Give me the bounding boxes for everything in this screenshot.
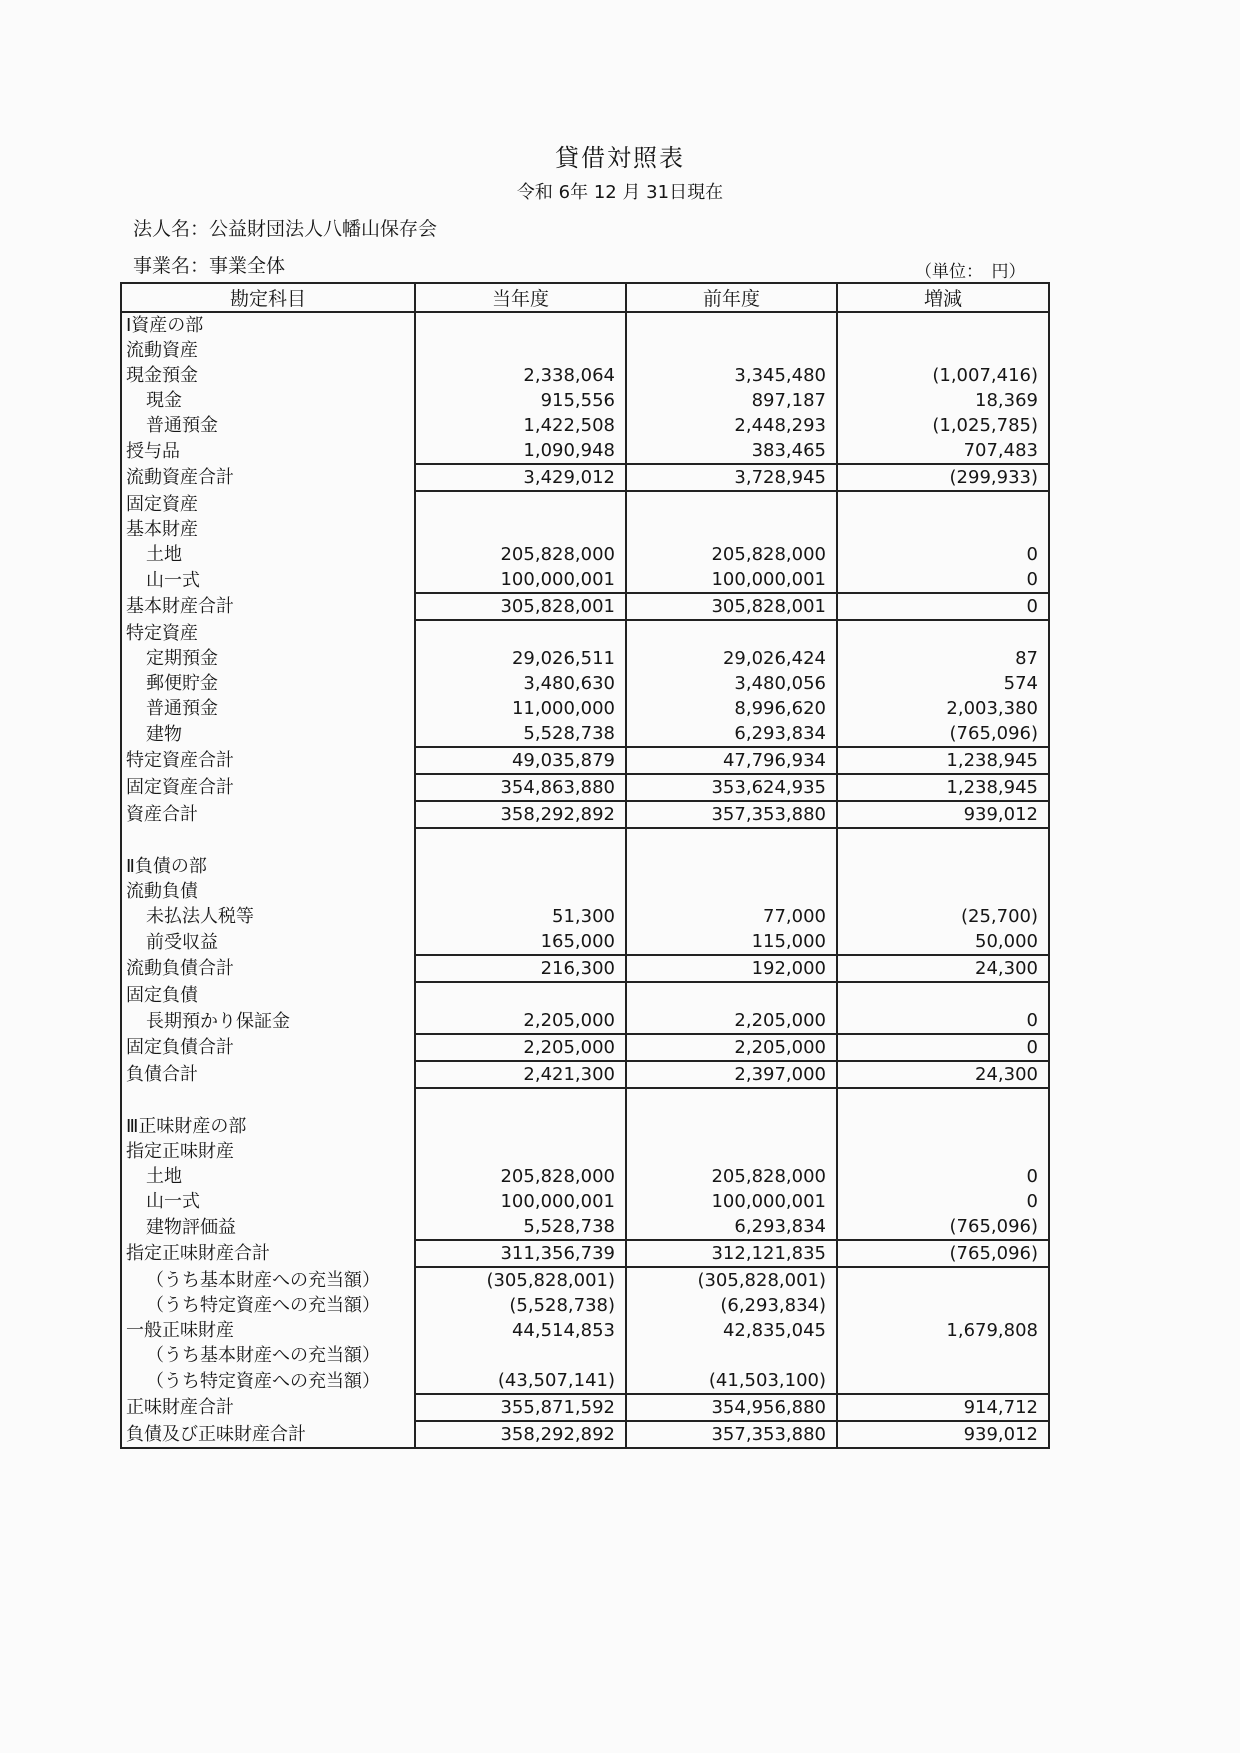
current-year-cell: 205,828,000 <box>415 1164 626 1189</box>
balance-sheet-table <box>120 282 1050 1449</box>
current-year-cell: 3,429,012 <box>415 464 626 491</box>
account-cell: （うち基本財産への充当額） <box>121 1343 415 1368</box>
change-cell: 939,012 <box>837 1421 1049 1448</box>
previous-year-cell: 6,293,834 <box>626 1214 837 1240</box>
change-cell: 2,003,380 <box>837 696 1049 721</box>
change-cell <box>837 338 1049 363</box>
table-row <box>121 464 1049 491</box>
table-row <box>121 1164 1049 1189</box>
current-year-cell: 2,421,300 <box>415 1061 626 1088</box>
change-cell: 0 <box>837 1034 1049 1061</box>
document-title: 貸借対照表 <box>555 144 685 172</box>
current-year-cell: 2,205,000 <box>415 1034 626 1061</box>
previous-year-cell <box>626 1088 837 1114</box>
as-of-date: 令和 6年 12 月 31日現在 <box>516 182 724 203</box>
change-cell <box>837 491 1049 517</box>
previous-year-cell: 205,828,000 <box>626 1164 837 1189</box>
previous-year-cell: 2,448,293 <box>626 413 837 438</box>
previous-year-cell: (305,828,001) <box>626 1267 837 1293</box>
previous-year-cell: 100,000,001 <box>626 1189 837 1214</box>
previous-year-cell: 29,026,424 <box>626 646 837 671</box>
change-cell: (1,007,416) <box>837 363 1049 388</box>
table-row <box>121 312 1049 338</box>
previous-year-cell: 6,293,834 <box>626 721 837 747</box>
table-row <box>121 1421 1049 1448</box>
current-year-cell: 355,871,592 <box>415 1394 626 1421</box>
current-year-cell: 358,292,892 <box>415 1421 626 1448</box>
change-cell <box>837 1139 1049 1164</box>
table-row <box>121 438 1049 464</box>
column-header-current-year: 当年度 <box>415 283 626 312</box>
previous-year-cell <box>626 1114 837 1139</box>
table-row <box>121 955 1049 982</box>
change-cell <box>837 982 1049 1008</box>
current-year-cell: 915,556 <box>415 388 626 413</box>
table-row <box>121 363 1049 388</box>
change-cell <box>837 1088 1049 1114</box>
change-cell <box>837 620 1049 646</box>
table-row <box>121 1267 1049 1293</box>
table-row <box>121 593 1049 620</box>
account-cell <box>121 828 415 854</box>
current-year-cell <box>415 879 626 904</box>
table-header-row <box>121 283 1049 312</box>
current-year-cell <box>415 338 626 363</box>
table-body <box>121 312 1049 1448</box>
previous-year-cell <box>626 517 837 542</box>
change-cell: (25,700) <box>837 904 1049 929</box>
account-cell: 長期預かり保証金 <box>121 1008 415 1034</box>
account-cell: Ⅰ資産の部 <box>121 312 415 338</box>
table-row <box>121 338 1049 363</box>
change-cell: 0 <box>837 1164 1049 1189</box>
account-cell: 土地 <box>121 542 415 567</box>
table-row <box>121 517 1049 542</box>
current-year-cell: 2,205,000 <box>415 1008 626 1034</box>
corporation-name: 法人名：公益財団法人八幡山保存会 <box>133 218 438 240</box>
change-cell <box>837 879 1049 904</box>
account-cell: 建物評価益 <box>121 1214 415 1240</box>
business-name: 事業名：事業全体 <box>133 255 286 277</box>
previous-year-cell: 3,345,480 <box>626 363 837 388</box>
table-row <box>121 854 1049 879</box>
account-cell: 正味財産合計 <box>121 1394 415 1421</box>
current-year-cell <box>415 1139 626 1164</box>
change-cell: 707,483 <box>837 438 1049 464</box>
account-cell: 流動資産合計 <box>121 464 415 491</box>
current-year-cell <box>415 1114 626 1139</box>
change-cell: 87 <box>837 646 1049 671</box>
previous-year-cell: 42,835,045 <box>626 1318 837 1343</box>
previous-year-cell: 312,121,835 <box>626 1240 837 1267</box>
table-row <box>121 1214 1049 1240</box>
current-year-cell <box>415 1088 626 1114</box>
account-cell: 普通預金 <box>121 413 415 438</box>
change-cell: (765,096) <box>837 721 1049 747</box>
previous-year-cell: 2,397,000 <box>626 1061 837 1088</box>
change-cell: 914,712 <box>837 1394 1049 1421</box>
previous-year-cell <box>626 854 837 879</box>
table-row <box>121 620 1049 646</box>
change-cell <box>837 854 1049 879</box>
column-header-previous-year: 前年度 <box>626 283 837 312</box>
account-cell: （うち特定資産への充当額） <box>121 1293 415 1318</box>
table-row <box>121 904 1049 929</box>
account-cell: 前受収益 <box>121 929 415 955</box>
change-cell <box>837 1114 1049 1139</box>
table-row <box>121 1293 1049 1318</box>
current-year-cell: 305,828,001 <box>415 593 626 620</box>
account-cell: 流動資産 <box>121 338 415 363</box>
account-cell: Ⅱ負債の部 <box>121 854 415 879</box>
change-cell <box>837 828 1049 854</box>
previous-year-cell: 3,480,056 <box>626 671 837 696</box>
change-cell: 939,012 <box>837 801 1049 828</box>
account-cell: 基本財産 <box>121 517 415 542</box>
previous-year-cell: 357,353,880 <box>626 1421 837 1448</box>
change-cell: 24,300 <box>837 1061 1049 1088</box>
change-cell: 0 <box>837 1189 1049 1214</box>
previous-year-cell: 357,353,880 <box>626 801 837 828</box>
change-cell: 574 <box>837 671 1049 696</box>
change-cell: 0 <box>837 567 1049 593</box>
table-row <box>121 1008 1049 1034</box>
current-year-cell <box>415 982 626 1008</box>
previous-year-cell: 2,205,000 <box>626 1008 837 1034</box>
account-cell: 固定資産合計 <box>121 774 415 801</box>
account-cell: 指定正味財産 <box>121 1139 415 1164</box>
table-row <box>121 1034 1049 1061</box>
change-cell <box>837 517 1049 542</box>
change-cell: 1,238,945 <box>837 747 1049 774</box>
previous-year-cell: 77,000 <box>626 904 837 929</box>
previous-year-cell: 47,796,934 <box>626 747 837 774</box>
previous-year-cell <box>626 879 837 904</box>
table-row <box>121 1088 1049 1114</box>
current-year-cell: (43,507,141) <box>415 1368 626 1394</box>
current-year-cell: 3,480,630 <box>415 671 626 696</box>
change-cell: (765,096) <box>837 1240 1049 1267</box>
account-cell: 特定資産合計 <box>121 747 415 774</box>
current-year-cell <box>415 620 626 646</box>
account-cell: 普通預金 <box>121 696 415 721</box>
current-year-cell: 311,356,739 <box>415 1240 626 1267</box>
previous-year-cell: 205,828,000 <box>626 542 837 567</box>
current-year-cell: 51,300 <box>415 904 626 929</box>
current-year-cell: 11,000,000 <box>415 696 626 721</box>
account-cell: 固定負債合計 <box>121 1034 415 1061</box>
current-year-cell: 44,514,853 <box>415 1318 626 1343</box>
previous-year-cell <box>626 312 837 338</box>
previous-year-cell <box>626 620 837 646</box>
current-year-cell: 100,000,001 <box>415 1189 626 1214</box>
table-row <box>121 696 1049 721</box>
current-year-cell <box>415 517 626 542</box>
account-cell: 建物 <box>121 721 415 747</box>
account-cell: 山一式 <box>121 1189 415 1214</box>
change-cell: (1,025,785) <box>837 413 1049 438</box>
change-cell <box>837 1293 1049 1318</box>
table-row <box>121 671 1049 696</box>
current-year-cell: 5,528,738 <box>415 1214 626 1240</box>
previous-year-cell: (41,503,100) <box>626 1368 837 1394</box>
previous-year-cell: 354,956,880 <box>626 1394 837 1421</box>
column-header-change: 増減 <box>837 283 1049 312</box>
previous-year-cell <box>626 1343 837 1368</box>
table-row <box>121 721 1049 747</box>
change-cell: 0 <box>837 542 1049 567</box>
table-row <box>121 1318 1049 1343</box>
previous-year-cell <box>626 491 837 517</box>
account-cell: 現金 <box>121 388 415 413</box>
current-year-cell: 29,026,511 <box>415 646 626 671</box>
change-cell: 18,369 <box>837 388 1049 413</box>
previous-year-cell <box>626 1139 837 1164</box>
previous-year-cell <box>626 338 837 363</box>
account-cell: 資産合計 <box>121 801 415 828</box>
current-year-cell: 354,863,880 <box>415 774 626 801</box>
account-cell: 山一式 <box>121 567 415 593</box>
table-row <box>121 567 1049 593</box>
account-cell: 基本財産合計 <box>121 593 415 620</box>
table-row <box>121 1114 1049 1139</box>
table-row <box>121 1368 1049 1394</box>
previous-year-cell: 897,187 <box>626 388 837 413</box>
account-cell: 一般正味財産 <box>121 1318 415 1343</box>
table-row <box>121 982 1049 1008</box>
account-cell: 現金預金 <box>121 363 415 388</box>
table-row <box>121 828 1049 854</box>
current-year-cell: 100,000,001 <box>415 567 626 593</box>
current-year-cell <box>415 312 626 338</box>
table-row <box>121 1061 1049 1088</box>
account-cell: 流動負債 <box>121 879 415 904</box>
account-cell: （うち基本財産への充当額） <box>121 1267 415 1293</box>
change-cell: (299,933) <box>837 464 1049 491</box>
change-cell: (765,096) <box>837 1214 1049 1240</box>
change-cell: 1,238,945 <box>837 774 1049 801</box>
previous-year-cell: 383,465 <box>626 438 837 464</box>
change-cell <box>837 1368 1049 1394</box>
account-cell: 郵便貯金 <box>121 671 415 696</box>
previous-year-cell <box>626 828 837 854</box>
account-cell: Ⅲ正味財産の部 <box>121 1114 415 1139</box>
change-cell: 1,679,808 <box>837 1318 1049 1343</box>
change-cell <box>837 312 1049 338</box>
account-cell: 定期預金 <box>121 646 415 671</box>
current-year-cell: 1,422,508 <box>415 413 626 438</box>
account-cell <box>121 1088 415 1114</box>
account-cell: 固定資産 <box>121 491 415 517</box>
table-row <box>121 542 1049 567</box>
table-row <box>121 929 1049 955</box>
current-year-cell: (5,528,738) <box>415 1293 626 1318</box>
previous-year-cell: 8,996,620 <box>626 696 837 721</box>
account-cell: 負債合計 <box>121 1061 415 1088</box>
account-cell: 指定正味財産合計 <box>121 1240 415 1267</box>
table-row <box>121 1343 1049 1368</box>
change-cell <box>837 1267 1049 1293</box>
current-year-cell: 49,035,879 <box>415 747 626 774</box>
current-year-cell: (305,828,001) <box>415 1267 626 1293</box>
previous-year-cell: 100,000,001 <box>626 567 837 593</box>
previous-year-cell: 2,205,000 <box>626 1034 837 1061</box>
current-year-cell: 216,300 <box>415 955 626 982</box>
table-row <box>121 1139 1049 1164</box>
change-cell: 0 <box>837 593 1049 620</box>
table-row <box>121 801 1049 828</box>
unit-label: （単位： 円） <box>915 262 1026 282</box>
current-year-cell: 358,292,892 <box>415 801 626 828</box>
current-year-cell: 1,090,948 <box>415 438 626 464</box>
change-cell: 0 <box>837 1008 1049 1034</box>
change-cell: 50,000 <box>837 929 1049 955</box>
current-year-cell <box>415 491 626 517</box>
account-cell: 未払法人税等 <box>121 904 415 929</box>
account-cell: 授与品 <box>121 438 415 464</box>
table-row <box>121 747 1049 774</box>
table-row <box>121 1240 1049 1267</box>
current-year-cell <box>415 854 626 879</box>
current-year-cell: 165,000 <box>415 929 626 955</box>
table-row <box>121 491 1049 517</box>
current-year-cell: 205,828,000 <box>415 542 626 567</box>
current-year-cell <box>415 828 626 854</box>
account-cell: 特定資産 <box>121 620 415 646</box>
change-cell <box>837 1343 1049 1368</box>
account-cell: 流動負債合計 <box>121 955 415 982</box>
account-cell: 負債及び正味財産合計 <box>121 1421 415 1448</box>
account-cell: 土地 <box>121 1164 415 1189</box>
previous-year-cell: 305,828,001 <box>626 593 837 620</box>
previous-year-cell: 353,624,935 <box>626 774 837 801</box>
previous-year-cell: 3,728,945 <box>626 464 837 491</box>
table-row <box>121 1189 1049 1214</box>
account-cell: （うち特定資産への充当額） <box>121 1368 415 1394</box>
column-header-account: 勘定科目 <box>121 283 415 312</box>
table-row <box>121 1394 1049 1421</box>
change-cell: 24,300 <box>837 955 1049 982</box>
previous-year-cell: (6,293,834) <box>626 1293 837 1318</box>
table-row <box>121 388 1049 413</box>
previous-year-cell <box>626 982 837 1008</box>
current-year-cell: 5,528,738 <box>415 721 626 747</box>
table-row <box>121 774 1049 801</box>
table-row <box>121 646 1049 671</box>
previous-year-cell: 192,000 <box>626 955 837 982</box>
account-cell: 固定負債 <box>121 982 415 1008</box>
current-year-cell: 2,338,064 <box>415 363 626 388</box>
previous-year-cell: 115,000 <box>626 929 837 955</box>
table-row <box>121 879 1049 904</box>
current-year-cell <box>415 1343 626 1368</box>
table-row <box>121 413 1049 438</box>
